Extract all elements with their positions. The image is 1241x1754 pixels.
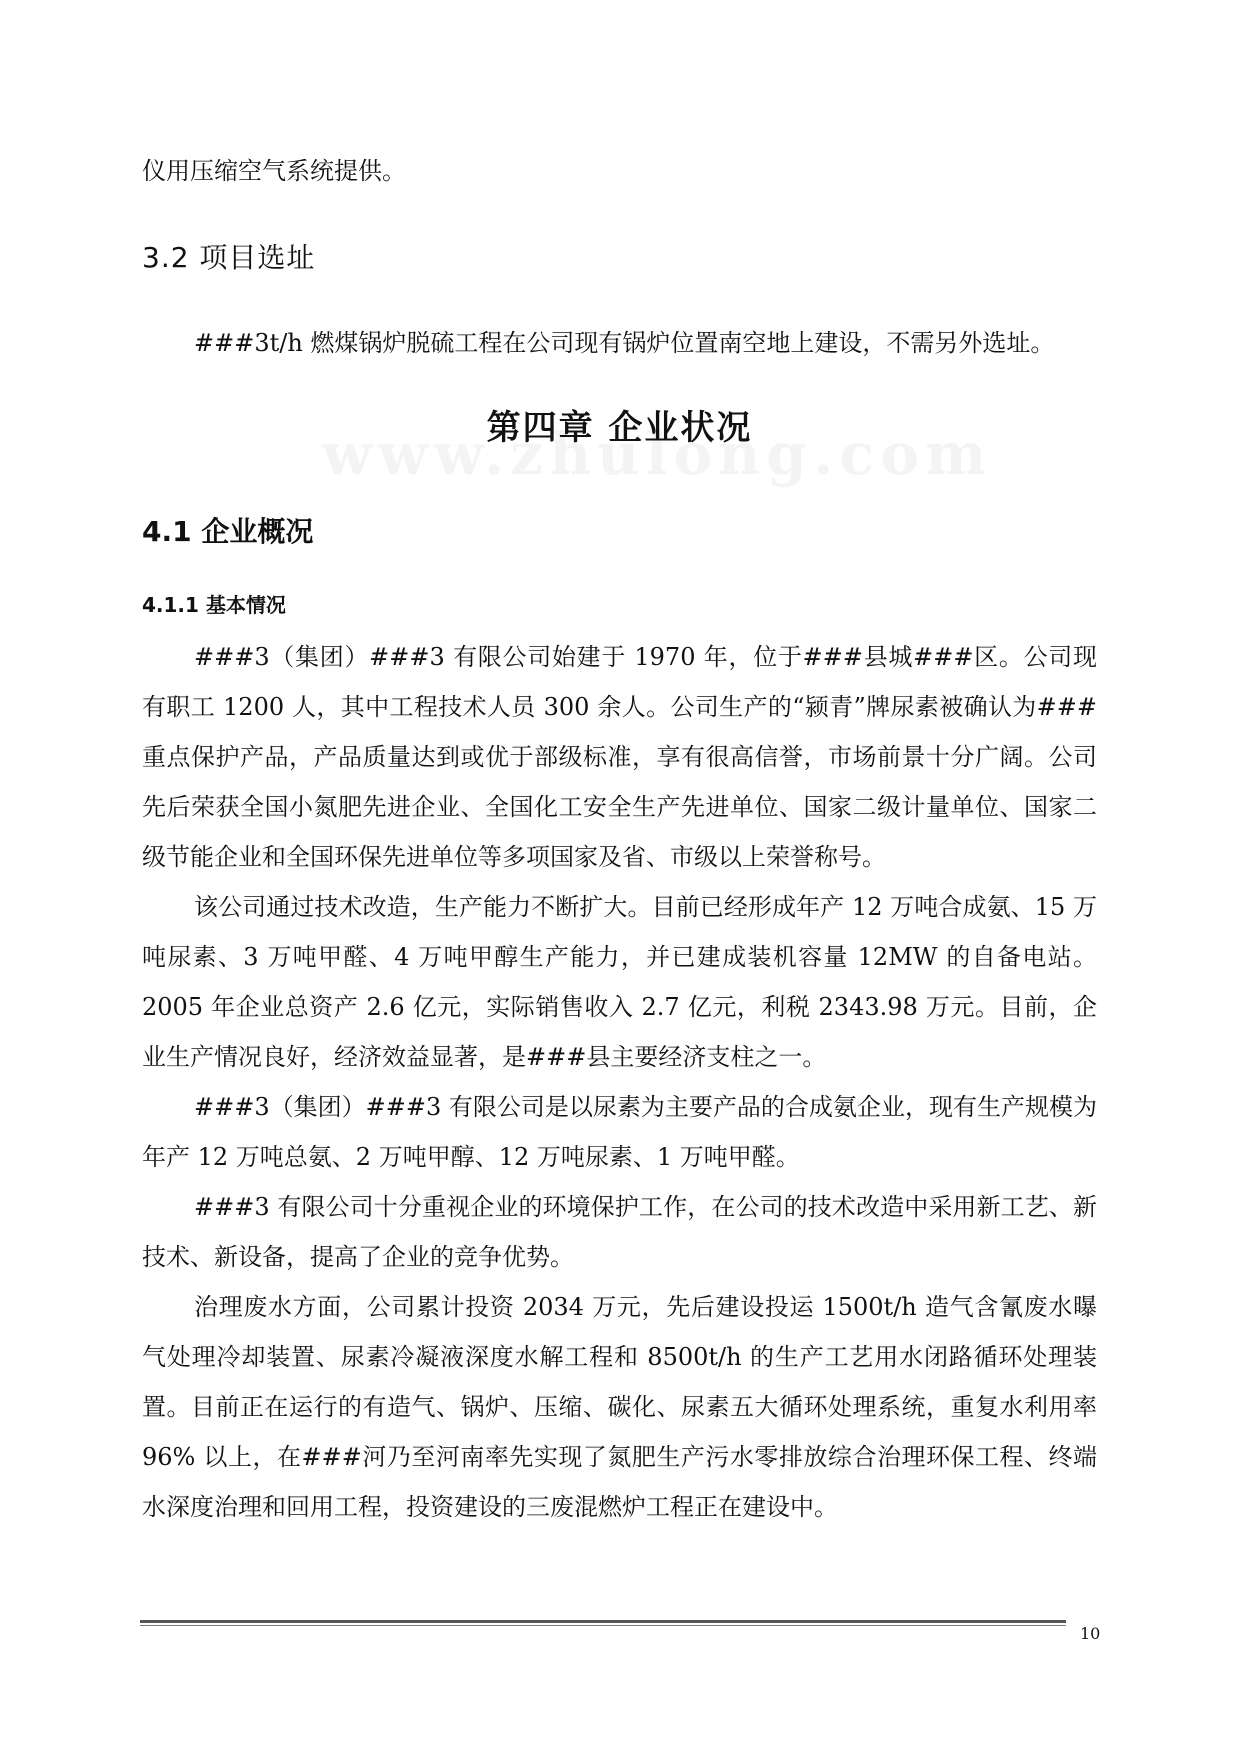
section-3-2-paragraph: ###3t/h 燃煤锅炉脱硫工程在公司现有锅炉位置南空地上建设，不需另外选址。 xyxy=(194,329,1055,357)
subsection-heading-4-1-1: 4.1.1 基本情况 xyxy=(142,593,286,617)
section-4-1-body xyxy=(142,632,1097,1532)
section-heading-3-2: 3.2 项目选址 xyxy=(142,241,316,274)
footer-rule xyxy=(140,1620,1066,1623)
body-paragraph: ###3 有限公司十分重视企业的环境保护工作，在公司的技术改造中采用新工艺、新技术、新设备，提高了企业的竞争优势。 xyxy=(142,1193,1097,1271)
body-paragraph: ###3（集团）###3 有限公司是以尿素为主要产品的合成氨企业，现有生产规模为年产 12 万吨总氨、2 万吨甲醇、12 万吨尿素、1 万吨甲醛。 xyxy=(142,1093,1097,1171)
continuation-text: 仪用压缩空气系统提供。 xyxy=(142,157,406,185)
body-paragraph: ###3（集团）###3 有限公司始建于 1970 年，位于###县城###区。公司现有职工 1200 人，其中工程技术人员 300 余人。公司生产的“颍青”牌尿素被确认为###重点保护产品，产品质量达到或优于部级标准，享有很高信誉，市场前景十分广阔。公司先后荣获全国小氮肥先进企业、全国化工安全生产先进单位、国家二级计量单位、国家二级节能企业和全国环保先进单位等多项国家及省、市级以上荣誉称号。 xyxy=(142,643,1097,871)
body-paragraph: 该公司通过技术改造，生产能力不断扩大。目前已经形成年产 12 万吨合成氨、15 万吨尿素、3 万吨甲醛、4 万吨甲醇生产能力，并已建成装机容量 12MW 的自备电站。2005 年企业总资产 2.6 亿元，实际销售收入 2.7 亿元，利税 2343.98 万元。目前，企业生产情况良好，经济效益显著，是###县主要经济支柱之一。 xyxy=(142,893,1097,1071)
chapter-title: 第四章 企业状况 xyxy=(486,408,753,448)
page-number: 10 xyxy=(1080,1624,1101,1643)
section-heading-4-1: 4.1 企业概况 xyxy=(142,515,314,548)
footer-rule-thin xyxy=(140,1625,1066,1626)
body-paragraph: 治理废水方面，公司累计投资 2034 万元，先后建设投运 1500t/h 造气含氰废水曝气处理冷却装置、尿素冷凝液深度水解工程和 8500t/h 的生产工艺用水闭路循环处理装置。目前正在运行的有造气、锅炉、压缩、碳化、尿素五大循环处理系统，重复水利用率 96% 以上，在###河乃至河南率先实现了氮肥生产污水零排放综合治理环保工程、终端水深度治理和回用工程，投资建设的三废混燃炉工程正在建设中。 xyxy=(142,1293,1097,1521)
